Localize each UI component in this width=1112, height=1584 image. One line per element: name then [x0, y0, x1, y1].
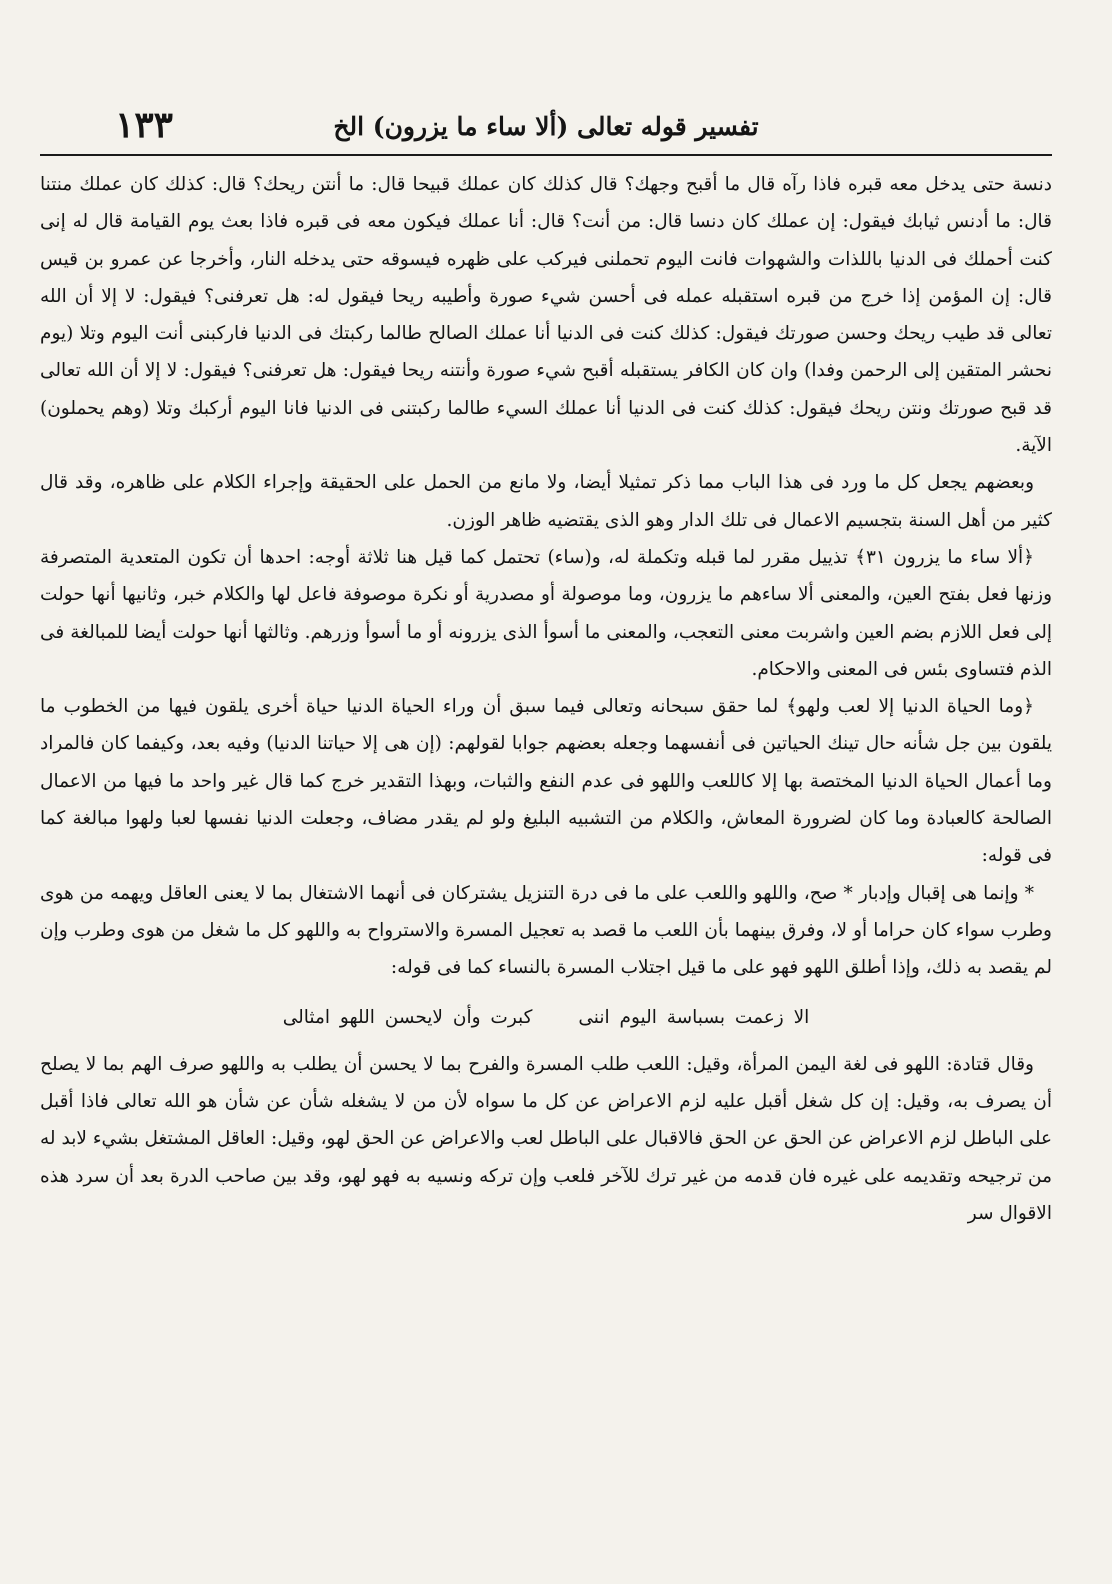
paragraph-4: ﴿وما الحياة الدنيا إلا لعب ولهو﴾ لما حقق سبحانه وتعالى فيما سبق أن وراء الحياة الدنيا حياة أخرى يلقون فيها من الخطوب ما يلقون بين جل شأنه حال تينك الحياتين فى أنفسهما وجعله بعضهم جوابا لقولهم: (إن هى إلا حياتنا الدنيا) وفيه بعد، وكيفما كان فالمراد وما أعمال الحياة الدنيا المختصة بها إلا كاللعب واللهو فى عدم النفع والثبات، وبهذا التقدير خرج كما قال غير واحد ما فيها من الاعمال الصالحة كالعبادة وما كان لضرورة المعاش، والكلام من التشبيه البليغ ولو لم يقدر مضاف، وجعلت الدنيا نفسها لعبا ولهوا مبالغة كما فى قوله: [40, 696, 1052, 867]
page-body [40, 166, 1052, 1232]
poem-hemistich-1: الا زعمت بسباسة اليوم اننى [578, 1006, 810, 1028]
paragraph-6: وقال قتادة: اللهو فى لغة اليمن المرأة، وقيل: اللعب طلب المسرة والفرح بما لا يحسن أن يطلب به واللهو صرف الهم بما لا يصلح أن يصرف به، وقيل: إن كل شغل أقبل عليه لزم الاعراض عن كل ما سواه لأن من لا يشغله شأن عن شأن هو الله تعالى فاذا أقبل على الباطل لزم الاعراض عن الحق عن الحق فالاقبال على الباطل لعب والاعراض عن الحق لهو، وقيل: العاقل المشتغل بشيء لابد له من ترجيحه وتقديمه على غيره فان قدمه من غير ترك للآخر فلعب وإن تركه ونسيه به فهو لهو، وقد بين صاحب الدرة بعد أن سرد هذه الاقوال سر [40, 1053, 1052, 1225]
page-header [40, 92, 1052, 156]
document-page [40, 92, 1052, 1532]
paragraph-5: * وإنما هى إقبال وإدبار * صح، واللهو واللعب على ما فى درة التنزيل يشتركان فى أنهما الاشتغال بما لا يعنى العاقل ويهمه من هوى وطرب سواء كان حراما أو لا، وفرق بينهما بأن اللعب ما قصد به تعجيل المسرة والاسترواح به واللهو كل ما شغل من هوى وطرب وإن لم يقصد به ذلك، وإذا أطلق اللهو فهو على ما قيل اجتلاب المسرة بالنساء كما فى قوله: [40, 882, 1052, 979]
page-number: ١٣٣ [115, 104, 174, 146]
poem-verse [40, 999, 1052, 1036]
paragraph-2: وبعضهم يجعل كل ما ورد فى هذا الباب مما ذكر تمثيلا أيضا، ولا مانع من الحمل على الحقيقة وإجراء الكلام على ظاهره، وقد قال كثير من أهل السنة بتجسيم الاعمال فى تلك الدار وهو الذى يقتضيه ظاهر الوزن. [40, 472, 1052, 531]
paragraph-3: ﴿ألا ساء ما يزرون ٣١﴾ تذييل مقرر لما قبله وتكملة له، و(ساء) تحتمل كما قيل هنا ثلاثة أوجه: احدها أن تكون المتعدية المتصرفة وزنها فعل بفتح العين، والمعنى ألا ساءهم ما يزرون، وما موصولة أو مصدرية أو نكرة موصوفة فاعل لها والكلام خبر، وثانيها أنها حولت إلى فعل اللازم بضم العين واشربت معنى التعجب، والمعنى ما أسوأ الذى يزرونه أو ما أسوأ وزرهم. وثالثها أنها حولت أيضا للمبالغة فى الذم فتساوى بئس فى المعنى والاحكام. [40, 546, 1052, 680]
poem-hemistich-2: كبرت وأن لايحسن اللهو امثالى [282, 1006, 533, 1028]
paragraph-1: دنسة حتى يدخل معه قبره فاذا رآه قال ما أقبح وجهك؟ قال كذلك كان عملك قبيحا قال: ما أنتن ريحك؟ قال: كذلك كان عملك منتنا قال: ما أدنس ثيابك فيقول: إن عملك كان دنسا قال: من أنت؟ قال: أنا عملك فيكون معه فى قبره فاذا بعث يوم القيامة قال له إنى كنت أحملك فى الدنيا باللذات والشهوات فانت اليوم تحملنى فيركب على ظهره فيسوقه حتى يدخله النار، وأخرجا عن عمرو بن قيس قال: إن المؤمن إذا خرج من قبره استقبله عمله فى أحسن شيء صورة وأطيبه ريحا فيقول له: هل تعرفنى؟ فيقول: لا إلا أن الله تعالى قد طيب ريحك وحسن صورتك فيقول: كذلك كنت فى الدنيا أنا عملك الصالح طالما ركبتك فى الدنيا فاركبنى أنت اليوم وتلا (يوم نحشر المتقين إلى الرحمن وفدا) وان كان الكافر يستقبله أقبح شيء صورة وأنتنه ريحا فيقول: هل تعرفنى؟ فيقول: لا إلا أن الله تعالى قد قبح صورتك ونتن ريحك فيقول: كذلك كنت فى الدنيا أنا عملك السيء طالما ركبتنى فى الدنيا فانا اليوم أركبك وتلا (وهم يحملون) الآية. [40, 174, 1052, 457]
running-title: تفسير قوله تعالى (ألا ساء ما يزرون) الخ [333, 112, 759, 141]
